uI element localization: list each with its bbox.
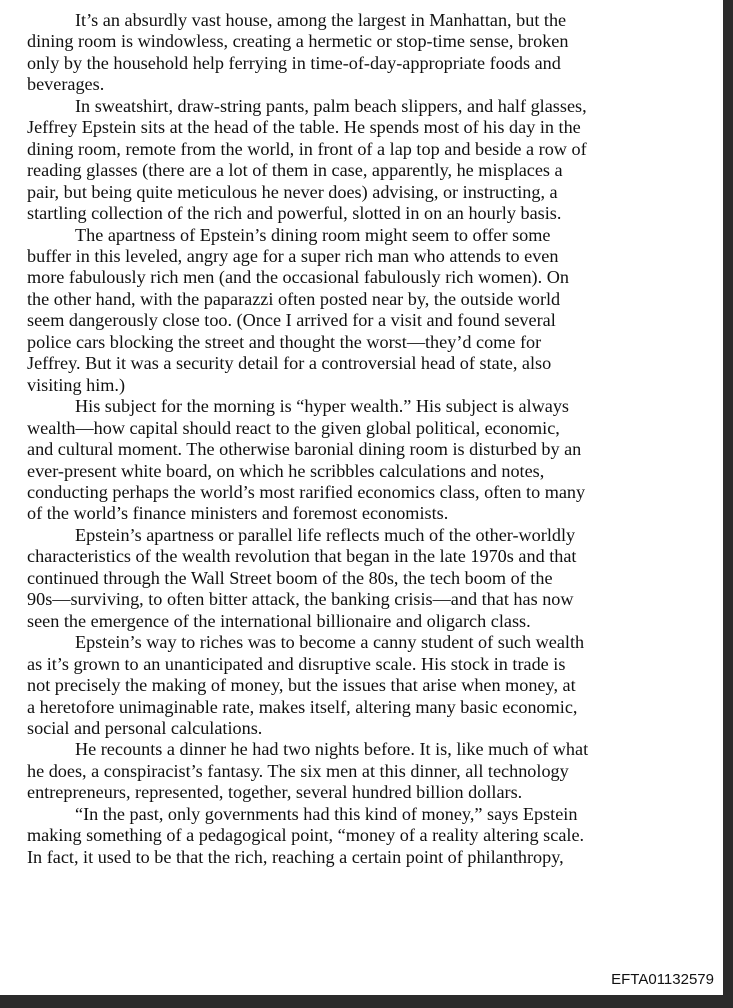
text-line: more fabulously rich men (and the occasional fabulously rich women). On (27, 267, 569, 288)
text-line: visiting him.) (27, 374, 126, 395)
text-line: and cultural moment. The otherwise baronial dining room is disturbed by an (27, 439, 582, 460)
text-line: In fact, it used to be that the rich, reaching a certain point of philanthropy, (27, 846, 564, 867)
text-line: reading glasses (there are a lot of them in case, apparently, he misplaces a (27, 160, 563, 181)
text-line: making something of a pedagogical point, “money of a reality altering scale. (27, 825, 585, 846)
text-line: seem dangerously close too. (Once I arrived for a visit and found several (27, 310, 556, 331)
text-line: continued through the Wall Street boom of the 80s, the tech boom of the (27, 567, 553, 588)
text-line: social and personal calculations. (27, 717, 263, 738)
text-line: not precisely the making of money, but the issues that arise when money, at (27, 675, 576, 696)
text-line: police cars blocking the street and thought the worst—they’d come for (27, 331, 542, 352)
body-text (27, 10, 617, 868)
text-line: of the world’s finance ministers and foremost economists. (27, 503, 449, 524)
text-line: the other hand, with the paparazzi often posted near by, the outside world (27, 288, 561, 309)
text-line: dining room, remote from the world, in front of a lap top and beside a row of (27, 138, 587, 159)
paragraph-8 (27, 804, 617, 868)
paragraph-6 (27, 632, 617, 739)
text-line: as it’s grown to an unanticipated and disruptive scale. His stock in trade is (27, 653, 566, 674)
text-line: ever-present white board, on which he scribbles calculations and notes, (27, 460, 545, 481)
paragraph-1 (27, 10, 617, 96)
text-line: In sweatshirt, draw-string pants, palm beach slippers, and half glasses, (75, 95, 587, 116)
paragraph-5 (27, 525, 617, 632)
text-line: characteristics of the wealth revolution that began in the late 1970s and that (27, 546, 577, 567)
text-line: a heretofore unimaginable rate, makes itself, altering many basic economic, (27, 696, 578, 717)
paragraph-7 (27, 739, 617, 803)
text-line: wealth—how capital should react to the given global political, economic, (27, 417, 560, 438)
text-line: he does, a conspiracist’s fantasy. The six men at this dinner, all technology (27, 760, 569, 781)
text-line: Epstein’s apartness or parallel life reflects much of the other-worldly (75, 524, 576, 545)
text-line: 90s—surviving, to often bitter attack, the banking crisis—and that has now (27, 589, 574, 610)
paragraph-3 (27, 225, 617, 397)
text-line: Jeffrey Epstein sits at the head of the table. He spends most of his day in the (27, 117, 581, 138)
paragraph-2 (27, 96, 617, 225)
text-line: He recounts a dinner he had two nights before. It is, like much of what (75, 739, 589, 760)
text-line: His subject for the morning is “hyper wealth.” His subject is always (75, 396, 569, 417)
text-line: Jeffrey. But it was a security detail for a controversial head of state, also (27, 353, 552, 374)
text-line: dining room is windowless, creating a hermetic or stop-time sense, broken (27, 31, 569, 52)
paragraph-4 (27, 396, 617, 525)
text-line: startling collection of the rich and powerful, slotted in on an hourly basis. (27, 203, 562, 224)
text-line: pair, but being quite meticulous he never does) advising, or instructing, a (27, 181, 558, 202)
text-line: only by the household help ferrying in time-of-day-appropriate foods and (27, 52, 561, 73)
text-line: Epstein’s way to riches was to become a canny student of such wealth (75, 632, 585, 653)
document-id-stamp: EFTA01132579 (611, 971, 714, 988)
text-line: buffer in this leveled, angry age for a super rich man who attends to even (27, 245, 559, 266)
text-line: “In the past, only governments had this kind of money,” says Epstein (75, 803, 578, 824)
text-line: seen the emergence of the international billionaire and oligarch class. (27, 610, 531, 631)
text-line: conducting perhaps the world’s most rarified economics class, often to many (27, 481, 586, 502)
text-line: entrepreneurs, represented, together, several hundred billion dollars. (27, 782, 523, 803)
text-line: It’s an absurdly vast house, among the largest in Manhattan, but the (75, 10, 567, 30)
text-line: beverages. (27, 74, 105, 95)
text-line: The apartness of Epstein’s dining room might seem to offer some (75, 224, 551, 245)
